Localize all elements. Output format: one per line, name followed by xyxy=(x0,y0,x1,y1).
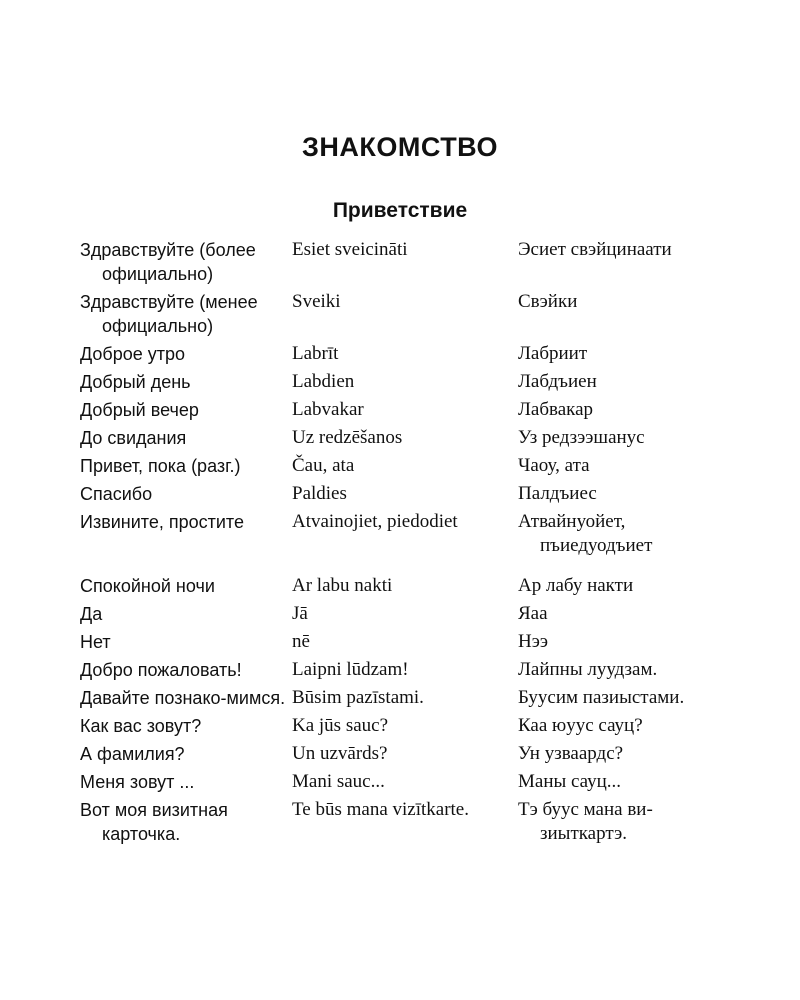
transcription: Уз редзээшанус xyxy=(518,427,645,448)
phrase-row xyxy=(80,370,720,394)
russian-phrase: До свидания xyxy=(80,428,187,448)
russian-phrase: Давайте познако-мимся. xyxy=(80,688,286,708)
phrase-row xyxy=(80,574,720,598)
transcription: Ун узваардс? xyxy=(518,743,624,764)
transcription: Эсиет свэйцинаати xyxy=(518,239,672,260)
latvian-phrase: Būsim pazīstami. xyxy=(292,687,424,708)
phrase-row xyxy=(80,426,720,450)
phrase-row xyxy=(80,798,720,846)
latvian-phrase: Uz redzēšanos xyxy=(292,427,403,448)
russian-phrase: А фамилия? xyxy=(80,744,185,764)
russian-phrase: Меня зовут ... xyxy=(80,772,195,792)
transcription: Чаоу, ата xyxy=(518,455,590,476)
phrase-row xyxy=(80,290,720,338)
russian-phrase: Вот моя визитная карточка. xyxy=(80,800,228,844)
russian-phrase: Спасибо xyxy=(80,484,153,504)
phrase-row xyxy=(80,342,720,366)
russian-phrase: Доброе утро xyxy=(80,344,186,364)
russian-phrase: Добрый вечер xyxy=(80,400,199,420)
transcription: Буусим пазиыстами. xyxy=(518,687,685,708)
russian-phrase: Здравствуйте (более официально) xyxy=(80,240,256,284)
phrase-row xyxy=(80,482,720,506)
latvian-phrase: Laipni lūdzam! xyxy=(292,659,409,680)
phrase-row xyxy=(80,454,720,478)
russian-phrase: Добро пожаловать! xyxy=(80,660,242,680)
transcription: Нээ xyxy=(518,631,549,652)
latvian-phrase: Mani sauc... xyxy=(292,771,385,792)
transcription: Атвайнуойет, пъиедуодъиет xyxy=(518,511,653,556)
russian-phrase: Привет, пока (разг.) xyxy=(80,456,241,476)
transcription: Лабриит xyxy=(518,343,588,364)
latvian-phrase: Un uzvārds? xyxy=(292,743,388,764)
phrase-row xyxy=(80,742,720,766)
transcription: Тэ буус мана ви-зиыткартэ. xyxy=(518,799,653,844)
latvian-phrase: Sveiki xyxy=(292,291,341,312)
phrase-row xyxy=(80,686,720,710)
transcription: Лабвакар xyxy=(518,399,594,420)
latvian-phrase: Ka jūs sauc? xyxy=(292,715,389,736)
phrase-row xyxy=(80,658,720,682)
phrase-table xyxy=(80,238,720,850)
phrase-row xyxy=(80,630,720,654)
latvian-phrase: Labrīt xyxy=(292,343,339,364)
transcription: Ар лабу накти xyxy=(518,575,634,596)
transcription: Свэйки xyxy=(518,291,578,312)
latvian-phrase: Labvakar xyxy=(292,399,364,420)
chapter-title: ЗНАКОМСТВО xyxy=(301,132,499,162)
latvian-phrase: Ar labu nakti xyxy=(292,575,393,596)
russian-phrase: Да xyxy=(80,604,103,624)
latvian-phrase: Atvainojiet, piedodiet xyxy=(292,511,458,532)
transcription: Лабдъиен xyxy=(518,371,597,392)
transcription: Лайпны луудзам. xyxy=(518,659,658,680)
latvian-phrase: nē xyxy=(292,631,310,652)
latvian-phrase: Paldies xyxy=(292,483,347,504)
russian-phrase: Как вас зовут? xyxy=(80,716,202,736)
phrase-row xyxy=(80,238,720,286)
phrase-row xyxy=(80,510,720,558)
phrase-row xyxy=(80,714,720,738)
latvian-phrase: Labdien xyxy=(292,371,355,392)
transcription: Маны сауц... xyxy=(518,771,622,792)
russian-phrase: Добрый день xyxy=(80,372,191,392)
phrase-row xyxy=(80,602,720,626)
russian-phrase: Спокойной ночи xyxy=(80,576,215,596)
latvian-phrase: Čau, ata xyxy=(292,455,355,476)
latvian-phrase: Te būs mana vizītkarte. xyxy=(292,799,469,820)
russian-phrase: Здравствуйте (менее официально) xyxy=(80,292,258,336)
phrase-row xyxy=(80,398,720,422)
phrase-row xyxy=(80,770,720,794)
transcription: Каа юуус сауц? xyxy=(518,715,643,736)
russian-phrase: Извините, простите xyxy=(80,512,244,532)
section-title: Приветствие xyxy=(332,199,468,222)
latvian-phrase: Jā xyxy=(292,603,308,624)
latvian-phrase: Esiet sveicināti xyxy=(292,239,408,260)
transcription: Яаа xyxy=(518,603,548,624)
russian-phrase: Нет xyxy=(80,632,111,652)
transcription: Палдъиес xyxy=(518,483,597,504)
